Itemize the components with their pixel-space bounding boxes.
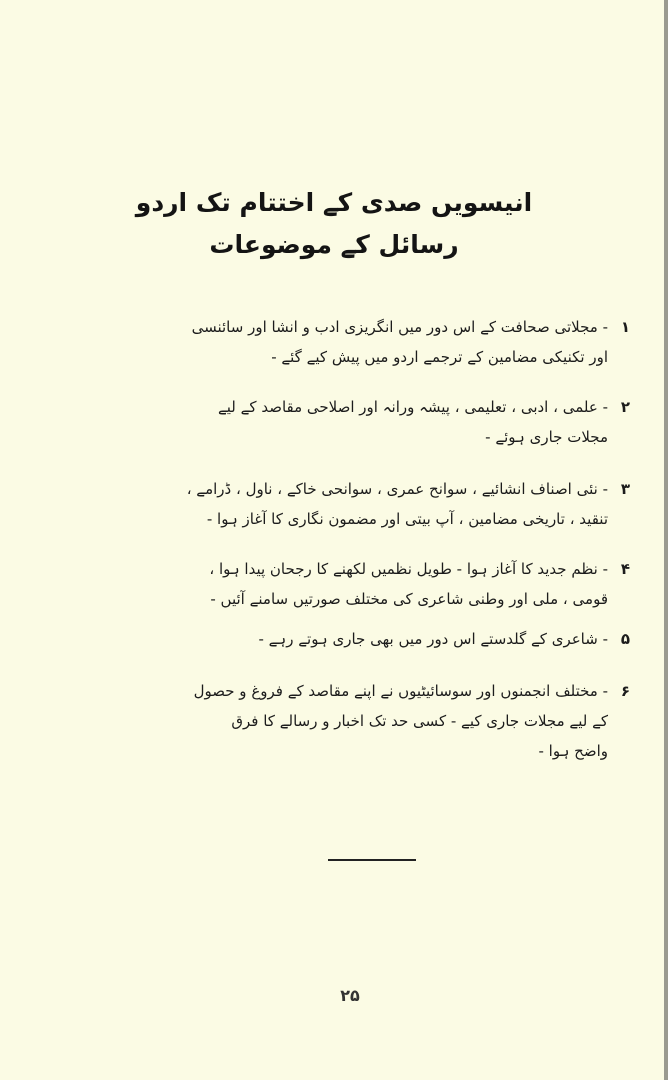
list-item-6-text-1: - مختلف انجمنوں اور سوسائیٹیوں نے اپنے مقاصد کے فروغ و حصول [193, 682, 608, 700]
list-item-2-line-1 [60, 392, 630, 422]
list-item-3-line-1 [60, 474, 630, 504]
list-item-1-line-1 [60, 312, 630, 342]
list-item-4-number: ۴ [620, 560, 630, 578]
list-item-6-line-3: واضح ہوا - [538, 742, 608, 760]
heading-line-2: رسائل کے موضوعات [209, 230, 459, 259]
list-item-4-line-2: قومی ، ملی اور وطنی شاعری کی مختلف صورتیں سامنے آئیں - [210, 590, 608, 608]
list-item-2 [60, 392, 630, 452]
list-item-2-text-1: - علمی ، ادبی ، تعلیمی ، پیشہ ورانہ اور اصلاحی مقاصد کے لیے [217, 398, 608, 416]
list-item-5-text-1: - شاعری کے گلدستے اس دور میں بھی جاری ہوتے رہے - [258, 630, 608, 648]
list-item-2-line-2: مجلات جاری ہوئے - [485, 428, 608, 446]
list-item-1-number: ۱ [620, 318, 630, 336]
list-item-6 [60, 676, 630, 766]
list-item-3-line-2: تنقید ، تاریخی مضامین ، آپ بیتی اور مضمون نگاری کا آغاز ہوا - [206, 510, 608, 528]
list-item-2-number: ۲ [620, 398, 630, 416]
list-item-4-line-1 [60, 554, 630, 584]
section-divider [328, 859, 416, 861]
page-number: ۲۵ [340, 986, 360, 1005]
list-item-6-line-1 [60, 676, 630, 706]
list-item-6-number: ۶ [620, 682, 630, 700]
list-item-3 [60, 474, 630, 534]
list-item-5-line-1 [60, 624, 630, 654]
list-item-5-number: ۵ [620, 630, 630, 648]
list-item-3-text-1: - نئی اصناف انشائیے ، سوانح عمری ، سوانحی خاکے ، ناول ، ڈرامے ، [186, 480, 608, 498]
list-item-1-line-2: اور تکنیکی مضامین کے ترجمے اردو میں پیش کیے گئے - [271, 348, 608, 366]
list-item-4 [60, 554, 630, 614]
list-item-1 [60, 312, 630, 372]
list-item-5 [60, 624, 630, 654]
page-edge [664, 0, 668, 1080]
list-item-4-text-1: - نظم جدید کا آغاز ہوا - طویل نظمیں لکھنے کا رجحان پیدا ہوا ، [209, 560, 608, 578]
list-item-6-line-2: کے لیے مجلات جاری کیے - کسی حد تک اخبار و رسالے کا فرق [231, 712, 608, 730]
heading-line-1: انیسویں صدی کے اختتام تک اردو [135, 188, 533, 217]
list-item-1-text-1: - مجلاتی صحافت کے اس دور میں انگریزی ادب و انشا اور سائنسی [191, 318, 608, 336]
list-item-3-number: ۳ [620, 480, 630, 498]
